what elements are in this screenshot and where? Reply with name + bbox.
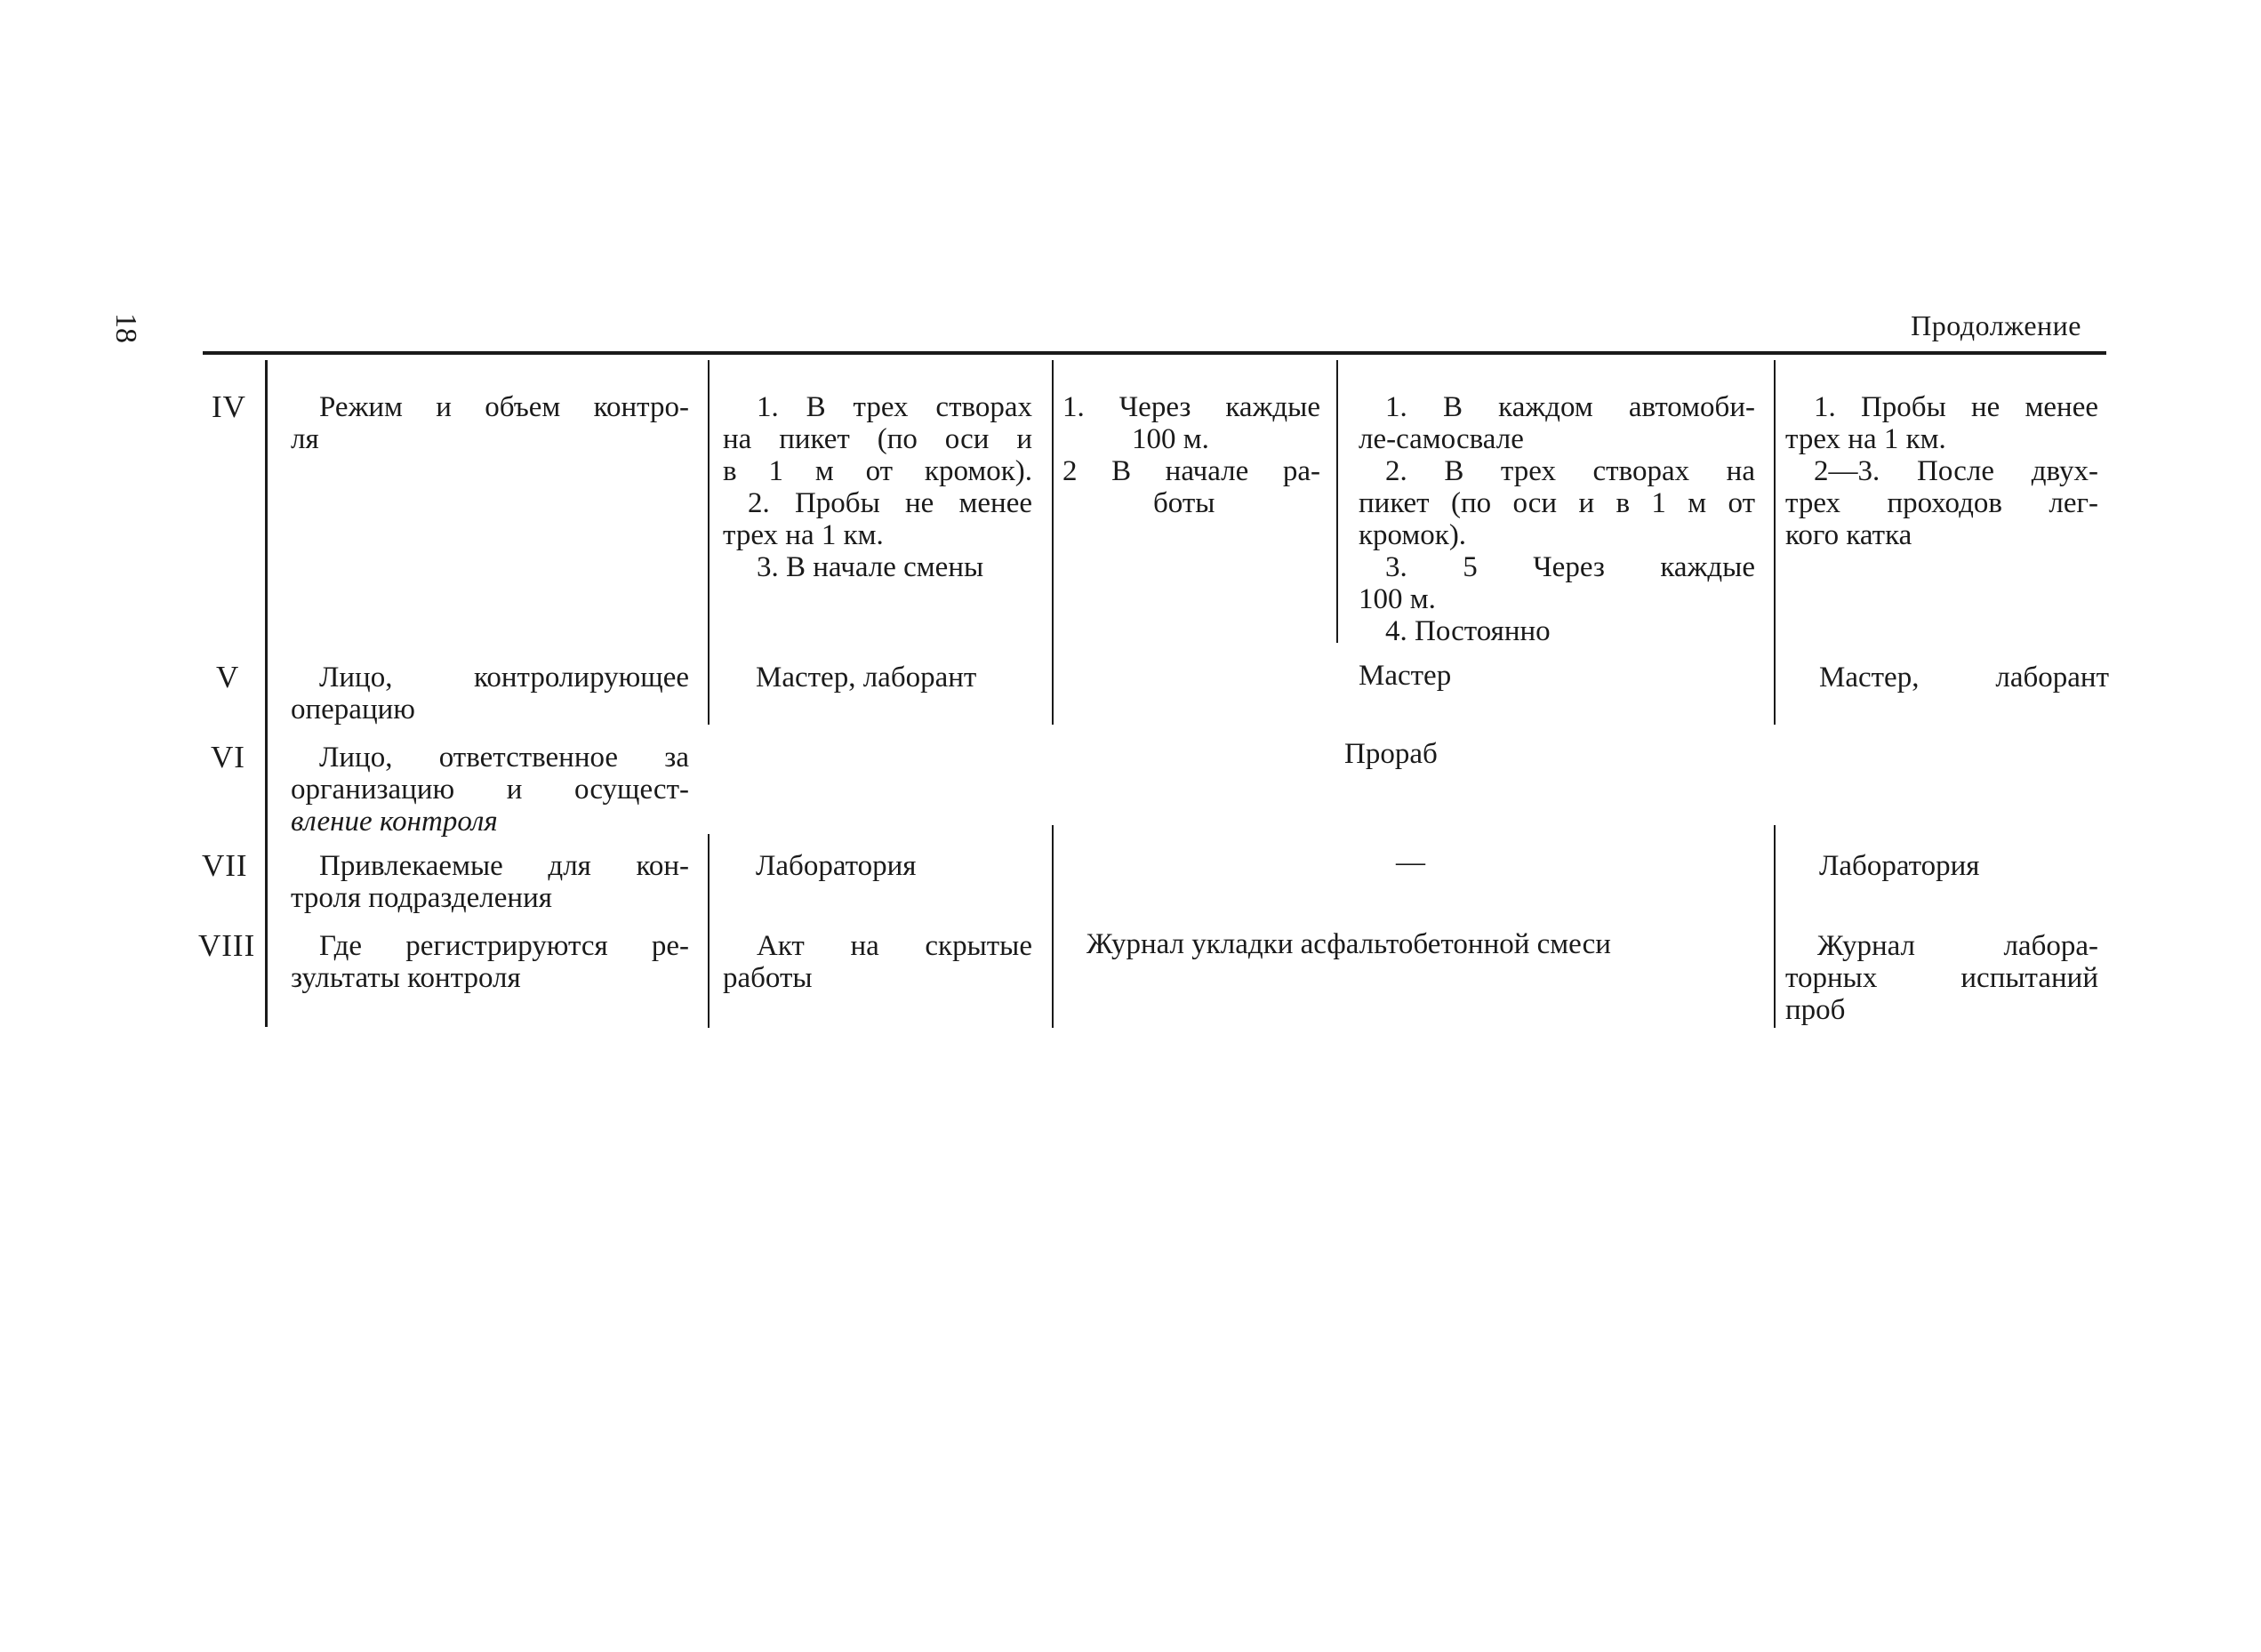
rule-after-col3 xyxy=(1774,825,1776,1028)
row-label: Привлекаемые для кон- троля подразделения xyxy=(291,850,689,914)
row-numeral: IV xyxy=(212,389,246,424)
top-rule xyxy=(203,351,2106,355)
row-label: Лицо, контролирующее операцию xyxy=(291,662,689,726)
row-numeral: V xyxy=(216,660,240,694)
cell-col1: 1. В трех створах на пикет (по оси и в 1 м от кромок). 2. Пробы не менее трех на 1 км. 3. В начале смены xyxy=(723,391,1032,583)
cell-col1: Акт на скрытые работы xyxy=(723,930,1032,994)
row-numeral: VII xyxy=(202,848,248,883)
rule-after-col1 xyxy=(1052,825,1054,1028)
row-label: Режим и объем контро- ля xyxy=(291,391,689,455)
row-label: Где регистрируются ре- зультаты контроля xyxy=(291,930,689,994)
cell-col2-col3: Журнал укладки асфальтобетонной смеси xyxy=(1086,928,1611,960)
rule-after-numerals xyxy=(265,360,268,1027)
rule-after-col3 xyxy=(1774,360,1776,725)
cell-col1: Лаборатория xyxy=(756,850,917,882)
rule-after-col1 xyxy=(1052,360,1054,725)
row-numeral: VIII xyxy=(198,928,256,963)
page-number: 18 xyxy=(109,313,142,343)
continuation-label: Продолжение xyxy=(1911,309,2081,341)
cell-col4: Лаборатория xyxy=(1819,850,1980,882)
rule-after-labels xyxy=(708,834,710,1028)
rule-after-labels xyxy=(708,360,710,725)
cell-spanning: Прораб xyxy=(1344,738,1438,770)
row-numeral: VI xyxy=(211,740,245,774)
cell-col4: Журнал лабора- торных испытаний проб xyxy=(1785,930,2098,1026)
cell-col2: 1. Через каждые 100 м. 2 В начале ра- боты xyxy=(1062,391,1320,519)
cell-col3: 1. В каждом автомоби- ле-самосвале 2. В трех створах на пикет (по оси и в 1 м от кромок). 3. 5 Через каждые 100 м. 4. Постоянно xyxy=(1359,391,1755,647)
cell-col1: Мастер, лаборант xyxy=(756,662,977,694)
rule-after-col2 xyxy=(1336,360,1338,643)
cell-col2-col3: Мастер xyxy=(1359,660,1452,692)
row-label: Лицо, ответственное за организацию и осущест- вление контроля xyxy=(291,742,689,838)
cell-col4: Мастер, лаборант xyxy=(1819,662,2109,694)
cell-col4: 1. Пробы не менее трех на 1 км. 2—3. После двух- трех проходов лег- кого катка xyxy=(1785,391,2098,551)
cell-col2-col3: — xyxy=(1396,846,1425,878)
